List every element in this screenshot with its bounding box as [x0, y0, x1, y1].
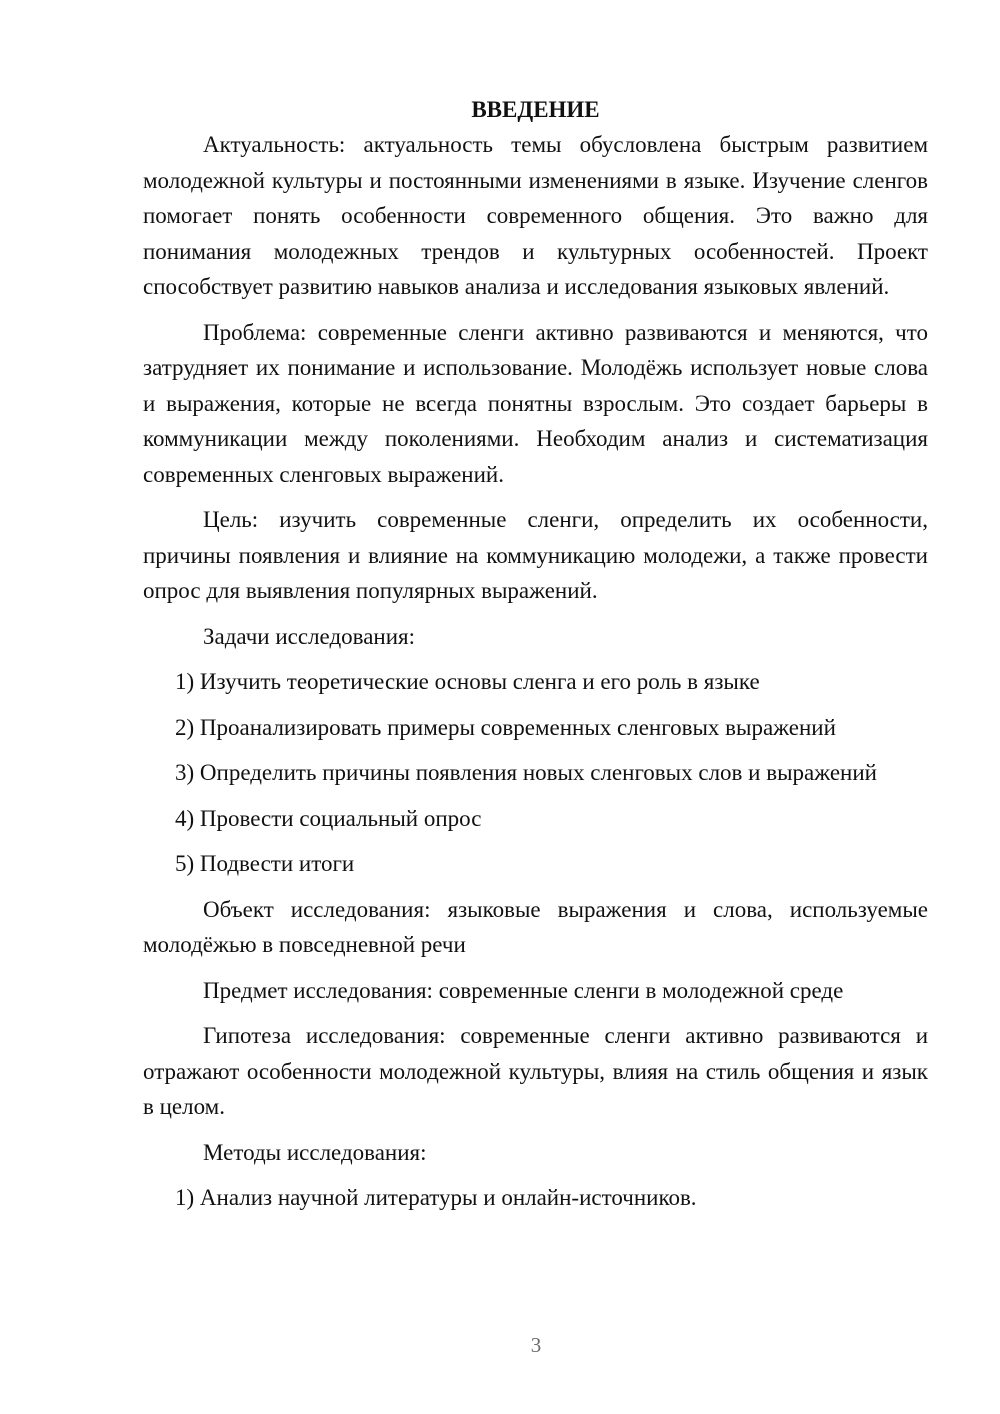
page-number: 3 — [530, 1333, 542, 1357]
subject-paragraph: Предмет исследования: современные сленги в молодежной среде — [203, 977, 844, 1003]
hypothesis-paragraph: Гипотеза исследования: современные сленги активно развиваются и отражают особенности молодежной культуры, влияя на стиль общения и язык в целом. — [143, 1023, 928, 1119]
tasks-label: Задачи исследования: — [203, 623, 416, 649]
section-heading: ВВЕДЕНИЕ — [471, 97, 600, 122]
problem-paragraph: Проблема: современные сленги активно развиваются и меняются, что затрудняет их понимание и использование. Молодёжь использует новые слова и выражения, которые не всегда понятны взрослым. Это создает барьеры в коммуникации между поколениями. Необходим анализ и систематизация современных сленговых выражений. — [143, 319, 928, 487]
task-item-2: 2) Проанализировать примеры современных сленговых выражений — [175, 714, 836, 740]
methods-label: Методы исследования: — [203, 1139, 427, 1165]
object-paragraph: Объект исследования: языковые выражения и слова, используемые молодёжью в повседневной речи — [143, 896, 928, 957]
page-content — [143, 92, 928, 1226]
task-item-5: 5) Подвести итоги — [175, 851, 355, 876]
task-item-3: 3) Определить причины появления новых сленговых слов и выражений — [175, 760, 877, 785]
task-item-4: 4) Провести социальный опрос — [175, 805, 482, 831]
goal-paragraph: Цель: изучить современные сленги, определить их особенности, причины появления и влияние на коммуникацию молодежи, а также провести опрос для выявления популярных выражений. — [143, 507, 928, 603]
task-item-1: 1) Изучить теоретические основы сленга и его роль в языке — [175, 669, 760, 694]
relevance-paragraph: Актуальность: актуальность темы обусловлена быстрым развитием молодежной культуры и постоянными изменениями в языке. Изучение сленгов помогает понять особенности современного общения. Это важно для понимания молодежных трендов и культурных особенностей. Проект способствует развитию навыков анализа и исследования языковых явлений. — [143, 132, 928, 299]
method-item-1: 1) Анализ научной литературы и онлайн-источников. — [175, 1185, 697, 1210]
